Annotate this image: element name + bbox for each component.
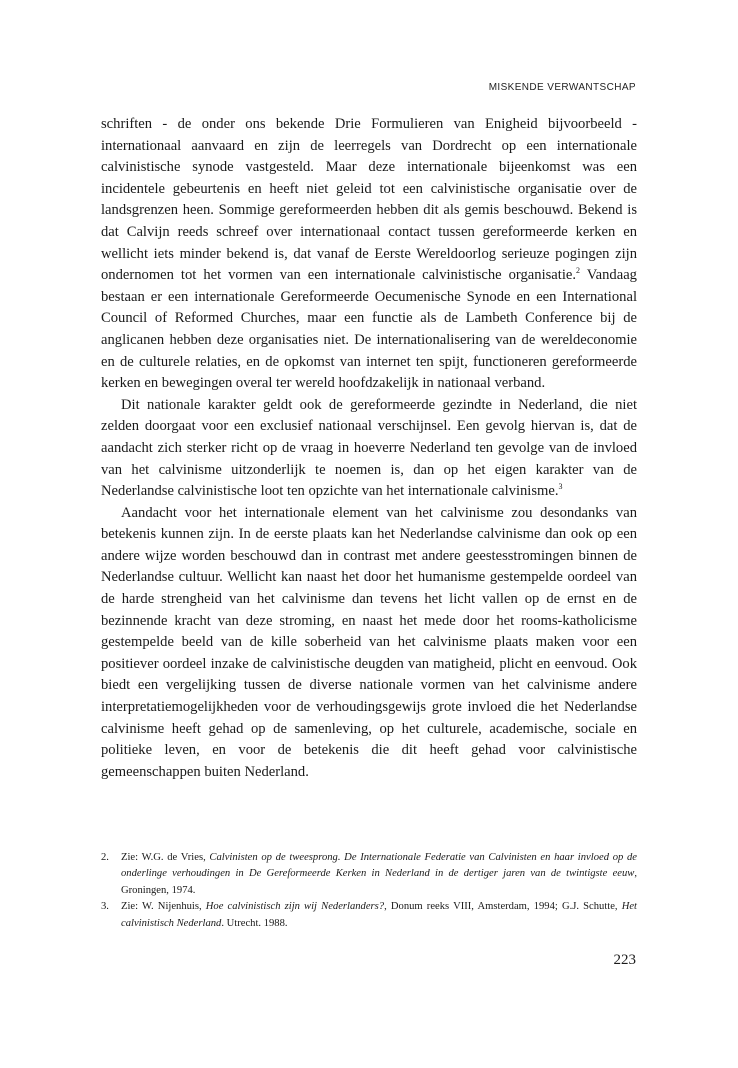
paragraph-3: Aandacht voor het internationale element van het calvinisme zou desondanks van betekenis kunnen zijn. In de eerste plaats kan het Nederlandse calvinisme dan ook op een andere wijze worden beschouwd dan in contrast met andere geestesstromingen binnen de Nederlandse cultuur. Wellicht kan naast het door het humanisme gestempelde oordeel van de harde strengheid van het calvinisme dan tevens het licht vallen op de ernst en de bezinnende kracht van deze stroming, en naast het mede door het rooms-katholicisme gestempelde beeld van de kille soberheid van het calvinisme plaats maken voor een positiever oordeel inzake de calvinistische deugden van matigheid, plicht en eenvoud. Ook biedt een vergelijking tussen de diverse nationale vormen van het calvinisme andere interpretatiemogelijkheden voor de verhoudingsgewijs grote invloed die het Nederlandse calvinisme heeft gehad op de samenleving, op het culturele, academische, sociale en politieke leven, en voor de betekenis die dit heeft gehad voor calvinistische gemeenschappen buiten Nederland.: [101, 504, 637, 780]
paragraph-1-text-b: Vandaag bestaan er een internationale Gereformeerde Oecumenische Synode en een International Council of Reformed Churches, maar een functie als de Lambeth Conference bij de anglicanen hebben deze organisaties niet. De internationalisering van de wereldeconomie en de culturele relaties, en de opkomst van internet ten spijt, functioneren gereformeerde kerken en bewegingen overal ter wereld hoofdzakelijk in nationaal verband.: [101, 267, 637, 392]
page-number: 223: [613, 952, 636, 968]
paragraph-1-text-a: schriften - de onder ons bekende Drie Formulieren van Enigheid bijvoorbeeld - internationaal aanvaard en zijn de leerregels van Dordrecht op een internationale calvinistische synode vastgesteld. Maar deze internationale bijeenkomst was een incidentele gebeurtenis en heeft niet geleid tot een calvinistische organisatie over de landsgrenzen heen. Sommige gereformeerden hebben dit als gemis beschouwd. Bekend is dat Calvijn reeds schreef over internationaal contact tussen gereformeerde kerken en wellicht iets minder bekend is, dat vanaf de Eerste Wereldoorlog serieuze pogingen zijn ondernomen tot het vormen van een internationale calvinistische organisatie.: [101, 116, 637, 284]
footnote-3: [101, 899, 637, 932]
footnote-title-2: Het calvinistisch Nederland: [121, 901, 637, 929]
footnote-ref-3: 3: [558, 482, 563, 492]
paragraph-1: [101, 114, 637, 395]
footnote-lead: Zie: W. Nijenhuis,: [121, 901, 206, 913]
running-header: MISKENDE VERWANTSCHAP: [488, 82, 636, 93]
footnote-rest: . Utrecht. 1988.: [221, 917, 288, 929]
footnote-title: Calvinisten op de tweesprong. De Internationale Federatie van Calvinisten en haar invloed op de onderlinge verhoudingen in De Gereformeerde Kerken in Nederland in de dertiger jaren van de twintigste eeuw: [121, 852, 637, 880]
footnote-lead: Zie: W.G. de Vries,: [121, 852, 210, 863]
footnote-number: 2.: [101, 852, 109, 863]
footnote-number: 3.: [101, 901, 109, 913]
footnote-rest: , Groningen, 1974.: [121, 868, 637, 896]
footnote-middle: , Donum reeks VIII, Amsterdam, 1994; G.J. Schutte,: [384, 901, 622, 913]
paragraph-2-text: Dit nationale karakter geldt ook de gereformeerde gezindte in Nederland, die niet zelden doorgaat voor een exclusief nationaal verschijnsel. Een gevolg hiervan is, dat de aandacht zich sterker richt op de vraag in hoeverre Nederland ten gevolge van de invloed van het calvinisme uitzonderlijk te noemen is, dan op het eigen karakter van de Nederlandse calvinistische loot ten opzichte van het internationale calvinisme.: [101, 396, 637, 500]
footnote-2: [101, 850, 637, 899]
footnote-ref-2: 2: [576, 266, 581, 276]
footnotes: [101, 850, 637, 932]
paragraph-2: [101, 395, 637, 503]
footnote-title: Hoe calvinistisch zijn wij Nederlanders?: [205, 901, 385, 913]
body-text: [101, 114, 637, 783]
